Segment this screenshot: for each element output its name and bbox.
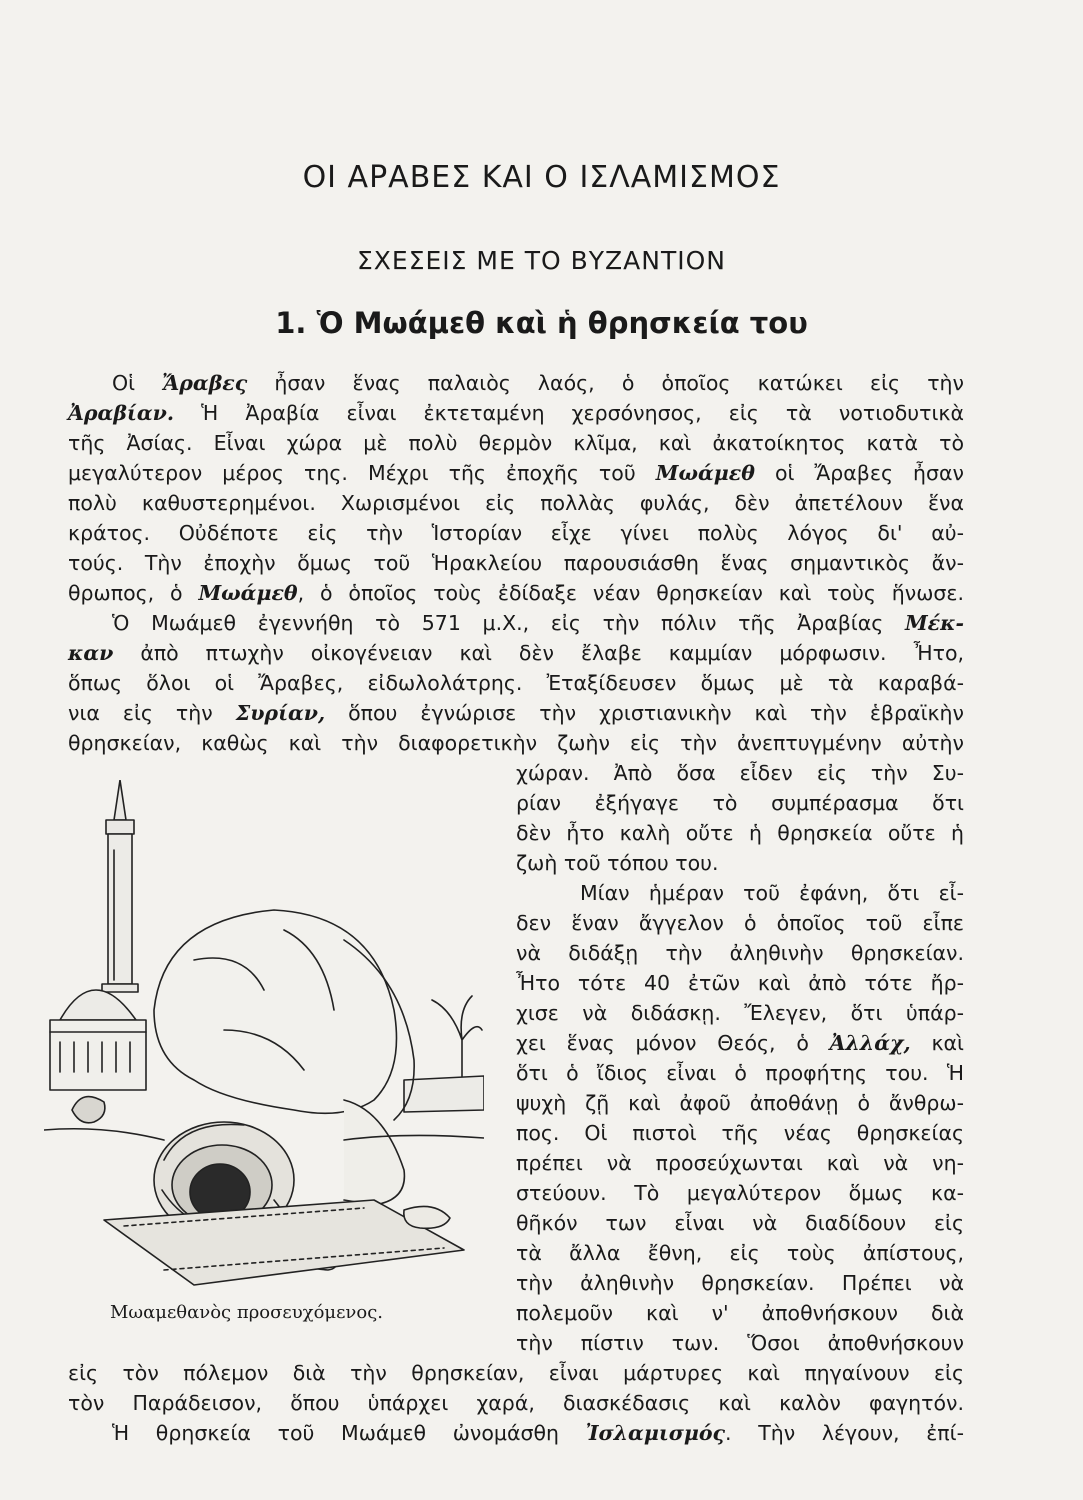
illustration-praying-man [44, 780, 484, 1300]
text-line: θρωπος, ὁ Μωάμεθ, ὁ ὁποῖος τοὺς ἐδίδαξε νέαν θρησκείαν καὶ τοὺς ἥνωσε. [68, 581, 964, 605]
text-line: Ὁ Μωάμεθ ἐγεννήθη τὸ 571 μ.Χ., εἰς τὴν πόλιν τῆς Ἀραβίας Μέκ- [112, 611, 964, 635]
text-line: χει ἕνας μόνον Θεός, ὁ Ἀλλάχ, καὶ [516, 1031, 964, 1055]
text-line: πολεμοῦν καὶ ν' ἀποθνήσκουν διὰ [516, 1301, 964, 1325]
text-line: πρέπει νὰ προσεύχωνται καὶ νὰ νη- [516, 1151, 964, 1175]
text-line: χισε νὰ διδάσκῃ. Ἔλεγεν, ὅτι ὑπάρ- [516, 1001, 964, 1025]
text-line: εἰς τὸν πόλεμον διὰ τὴν θρησκείαν, εἶναι μάρτυρες καὶ πηγαίνουν εἰς [68, 1361, 964, 1385]
section-heading: 1. Ὁ Μωάμεθ καὶ ἡ θρησκεία του [275, 306, 808, 340]
mosque-wall [50, 1020, 146, 1090]
text-line: τὸν Παράδεισον, ὅπου ὑπάρχει χαρά, διασκέδασις καὶ καλὸν φαγητόν. [68, 1391, 964, 1415]
praying-man-drawing [44, 780, 484, 1300]
minaret-balcony [106, 820, 134, 834]
text-line: κράτος. Οὐδέποτε εἰς τὴν Ἱστορίαν εἶχε γίνει πολὺς λόγος δι' αὐ- [68, 521, 964, 545]
text-line: Οἱ Ἄραβες ἦσαν ἕνας παλαιὸς λαός, ὁ ὁποῖος κατώκει εἰς τὴν [112, 371, 964, 395]
text-line: νὰ διδάξῃ τὴν ἀληθινὴν θρησκείαν. [516, 941, 964, 965]
text-line: στεύουν. Τὸ μεγαλύτερον ὅμως κα- [516, 1181, 964, 1205]
minaret-tower [108, 834, 132, 984]
distant-figure [72, 1097, 105, 1123]
text-line: Ἀραβίαν. Ἡ Ἀραβία εἶναι ἐκτεταμένη χερσόνησος, εἰς τὰ νοτιοδυτικὰ [68, 401, 964, 425]
text-line: δεν ἕναν ἄγγελον ὁ ὁποῖος τοῦ εἶπε [516, 911, 964, 935]
legs [344, 1100, 404, 1205]
text-line: καν ἀπὸ πτωχὴν οἰκογένειαν καὶ δὲν ἔλαβε καμμίαν μόρφωσιν. Ἦτο, [68, 641, 964, 665]
text-line: τούς. Τὴν ἐποχὴν ὅμως τοῦ Ἡρακλείου παρουσιάσθη ἕνας σημαντικὸς ἄν- [68, 551, 964, 575]
slippers [404, 1206, 450, 1228]
text-line: ζωὴ τοῦ τόπου του. [516, 851, 719, 875]
text-line: νια εἰς τὴν Συρίαν, ὅπου ἐγνώρισε τὴν χριστιανικὴν καὶ τὴν ἑβραϊκὴν [68, 701, 964, 725]
text-line: πος. Οἱ πιστοὶ τῆς νέας θρησκείας [516, 1121, 964, 1145]
minaret-spire [114, 780, 126, 820]
text-line: τὰ ἄλλα ἔθνη, εἰς τοὺς ἀπίστους, [516, 1241, 964, 1265]
text-line: Μίαν ἡμέραν τοῦ ἐφάνη, ὅτι εἶ- [580, 881, 964, 905]
text-line: Ἡ θρησκεία τοῦ Μωάμεθ ὠνομάσθη Ἰσλαμισμός. Τὴν λέγουν, ἐπί- [112, 1421, 964, 1445]
page-subtitle: ΣΧΕΣΕΙΣ ΜΕ ΤΟ ΒΥΖΑΝΤΙΟΝ [356, 246, 726, 275]
page-title: ΟΙ ΑΡΑΒΕΣ ΚΑΙ Ο ΙΣΛΑΜΙΣΜΟΣ [302, 160, 781, 195]
figure-caption: Μωαμεθανὸς προσευχόμενος. [110, 1302, 384, 1323]
text-line: Ἦτο τότε 40 ἐτῶν καὶ ἀπὸ τότε ἤρ- [516, 971, 964, 995]
text-line: δὲν ἦτο καλὴ οὔτε ἡ θρησκεία οὔτε ἡ [516, 821, 964, 845]
mosque-dome [60, 990, 136, 1020]
text-line: χώραν. Ἀπὸ ὅσα εἶδεν εἰς τὴν Συ- [516, 761, 964, 785]
text-line: ὅπως ὅλοι οἱ Ἄραβες, εἰδωλολάτρης. Ἐταξίδευσεν ὅμως μὲ τὰ καραβά- [68, 671, 964, 695]
text-line: τὴν πίστιν των. Ὅσοι ἀποθνήσκουν [516, 1331, 964, 1355]
text-line: ρίαν ἐξήγαγε τὸ συμπέρασμα ὅτι [516, 791, 964, 815]
text-line: θρησκείαν, καθὼς καὶ τὴν διαφορετικὴν ζωὴν εἰς τὴν ἀνεπτυγμένην αὐτὴν [68, 731, 964, 755]
text-line: ὅτι ὁ ἴδιος εἶναι ὁ προφήτης του. Ἡ [516, 1061, 964, 1085]
text-line: τῆς Ἀσίας. Εἶναι χώρα μὲ πολὺ θερμὸν κλῖμα, καὶ ἀκατοίκητος κατὰ τὸ [68, 431, 964, 455]
text-line: πολὺ καθυστερημένοι. Χωρισμένοι εἰς πολλὰς φυλάς, δὲν ἀπετέλουν ἕνα [68, 491, 964, 515]
text-line: θῆκόν των εἶναι νὰ διαδίδουν εἰς [516, 1211, 964, 1235]
text-line: μεγαλύτερον μέρος της. Μέχρι τῆς ἐποχῆς τοῦ Μωάμεθ οἱ Ἄραβες ἦσαν [68, 461, 965, 485]
robe [154, 910, 397, 1113]
text-line: τὴν ἀληθινὴν θρησκείαν. Πρέπει νὰ [516, 1271, 964, 1295]
text-line: ψυχὴ ζῇ καὶ ἀφοῦ ἀποθάνῃ ὁ ἄνθρω- [516, 1091, 964, 1115]
